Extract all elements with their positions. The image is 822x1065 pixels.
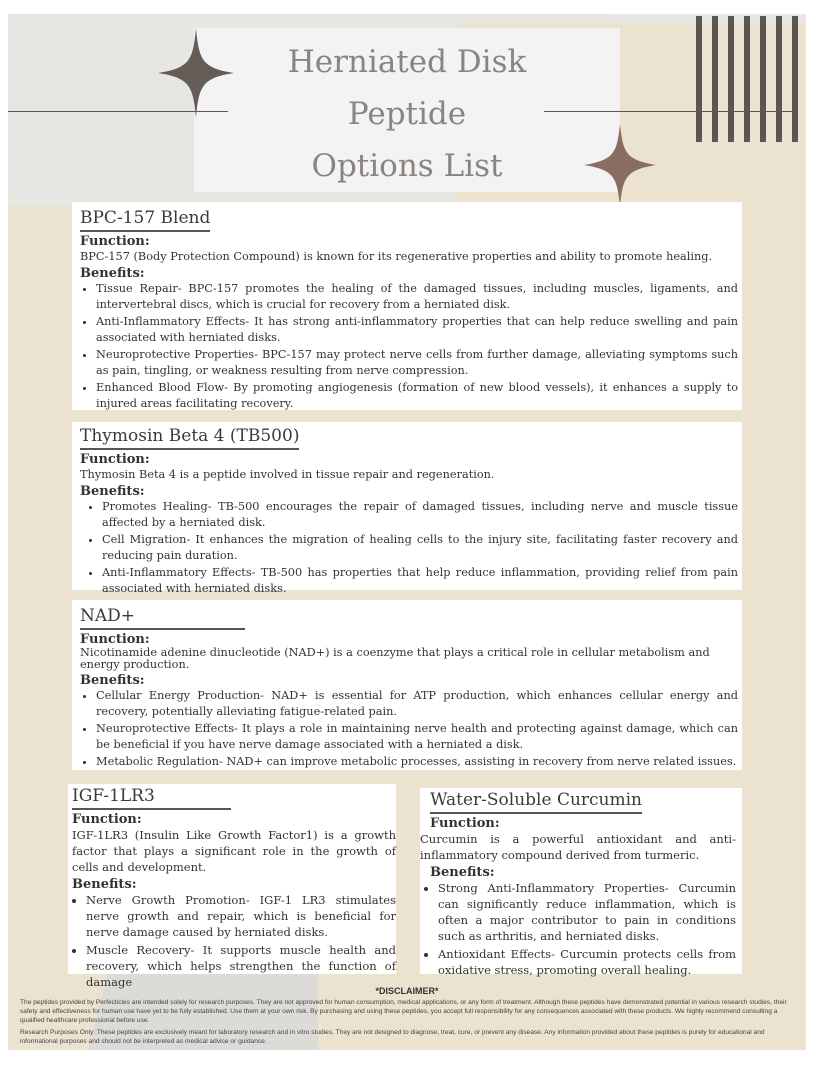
function-label: Function: (80, 632, 150, 647)
function-text: IGF-1LR3 (Insulin Like Growth Factor1) is a growth factor that plays a significant role in the growth of cells and development. (72, 828, 396, 874)
benefits-list (72, 892, 396, 990)
disclaimer-paragraph: The peptides provided by Perfecticles are intended solely for research purposes. They are not approved for human consumption, medical applications, or any form of treatment. Although these peptides have demonstrated potential in various research studies, their safety and effectiveness for human use have yet to be fully established. Use them at your own risk. By purchasing and using these peptides, you accept full responsibility for any consequences associated with these products. We highly recommend consulting a qualified healthcare professional before use. (20, 999, 787, 1024)
list-item: • Neuroprotective Properties- BPC-157 may protect nerve cells from further damage, alleviating symptoms such as pain, tingling, or weakness resulting from nerve compression. (96, 347, 738, 378)
nad-heading: NAD+ (80, 606, 245, 630)
title-line-3: Options List (311, 148, 503, 184)
benefits-list (80, 688, 742, 770)
list-item: • Neuroprotective Effects- It plays a role in maintaining nerve health and protecting against damage, which can be beneficial if you have nerve damage associated with a herniated a disk. (96, 721, 738, 752)
igf1lr3-card (68, 784, 396, 989)
list-item: • Metabolic Regulation- NAD+ can improve metabolic processes, assisting in recovery from nerve related issues. (96, 754, 738, 770)
benefits-label: Benefits: (80, 266, 145, 281)
decorative-stripes (696, 16, 800, 142)
tb500-card (72, 422, 742, 595)
curcumin-heading: Water-Soluble Curcumin (430, 790, 642, 814)
list-item: • Cellular Energy Production- NAD+ is essential for ATP production, which enhances cellular energy and recovery, potentially alleviating fatigue-related pain. (96, 688, 738, 719)
benefits-label: Benefits: (80, 673, 145, 688)
disclaimer-title: *DISCLAIMER* (375, 986, 439, 996)
list-item: • Tissue Repair- BPC-157 promotes the healing of the damaged tissues, including muscles, ligaments, and intervertebral discs, which is crucial for recovery from a herniated disk. (96, 281, 738, 312)
function-label: Function: (80, 452, 150, 467)
list-item: • Strong Anti-Inflammatory Properties- Curcumin can significantly reduce inflammation, which is often a major contributor to pain in conditions such as arthritis, and herniated disks. (438, 880, 736, 944)
benefits-label: Benefits: (80, 484, 145, 499)
igf1lr3-heading: IGF-1LR3 (72, 786, 231, 810)
function-text: Thymosin Beta 4 is a peptide involved in tissue repair and regeneration. (80, 468, 495, 481)
title-line-2: Peptide (347, 96, 467, 132)
list-item: • Anti-Inflammatory Effects- TB-500 has properties that help reduce inflammation, providing relief from pain associated with herniated disks. (102, 565, 738, 596)
title-line-1: Herniated Disk (287, 44, 527, 80)
benefits-label: Benefits: (72, 877, 137, 892)
curcumin-card (420, 788, 742, 977)
disclaimer-paragraph: Research Purposes Only: These peptides are exclusively meant for laboratory research and in vitro studies. They are not designed to diagnose, treat, cure, or prevent any disease. Any information provided about these peptides is purely for educational and informational purposes and should not be interpreted as medical advice or guidance. (20, 1029, 765, 1045)
function-label: Function: (72, 812, 142, 827)
function-label: Function: (430, 816, 500, 831)
function-label: Function: (80, 234, 150, 249)
tb500-heading: Thymosin Beta 4 (TB500) (80, 426, 299, 450)
list-item: • Anti-Inflammatory Effects- It has strong anti-inflammatory properties that can help reduce swelling and pain associated with herniated disks. (96, 314, 738, 345)
bpc157-card (72, 202, 742, 410)
benefits-list (80, 281, 742, 411)
list-item: • Muscle Recovery- It supports muscle health and recovery, which helps strengthen the function of damage (86, 942, 396, 990)
sparkle-star-icon (584, 124, 656, 206)
bpc157-heading: BPC-157 Blend (80, 208, 210, 232)
page-background (8, 14, 806, 1050)
list-item: • Nerve Growth Promotion- IGF-1 LR3 stimulates nerve growth and repair, which is beneficial for nerve damage caused by herniated disks. (86, 892, 396, 940)
function-text: Curcumin is a powerful antioxidant and anti-inflammatory compound derived from turmeric. (420, 832, 736, 862)
decorative-line-right (544, 111, 796, 112)
list-item: • Antioxidant Effects- Curcumin protects cells from oxidative stress, promoting overall healing. (438, 946, 736, 978)
sparkle-star-icon (158, 28, 234, 118)
benefits-label: Benefits: (430, 865, 495, 880)
benefits-list (420, 880, 742, 978)
function-text: BPC-157 (Body Protection Compound) is known for its regenerative properties and ability to promote healing. (80, 250, 713, 263)
title-box (194, 28, 620, 192)
list-item: • Cell Migration- It enhances the migration of healing cells to the injury site, facilitating faster recovery and reducing pain duration. (102, 532, 738, 563)
list-item: • Promotes Healing- TB-500 encourages the repair of damaged tissues, including nerve and muscle tissue affected by a herniated disk. (102, 499, 738, 530)
function-text: Nicotinamide adenine dinucleotide (NAD+) is a coenzyme that plays a critical role in cellular metabolism and energy production. (80, 646, 710, 671)
benefits-list (80, 499, 742, 596)
nad-card (72, 600, 742, 770)
list-item: • Enhanced Blood Flow- By promoting angiogenesis (formation of new blood vessels), it enhances a supply to injured areas facilitating recovery. (96, 380, 738, 411)
